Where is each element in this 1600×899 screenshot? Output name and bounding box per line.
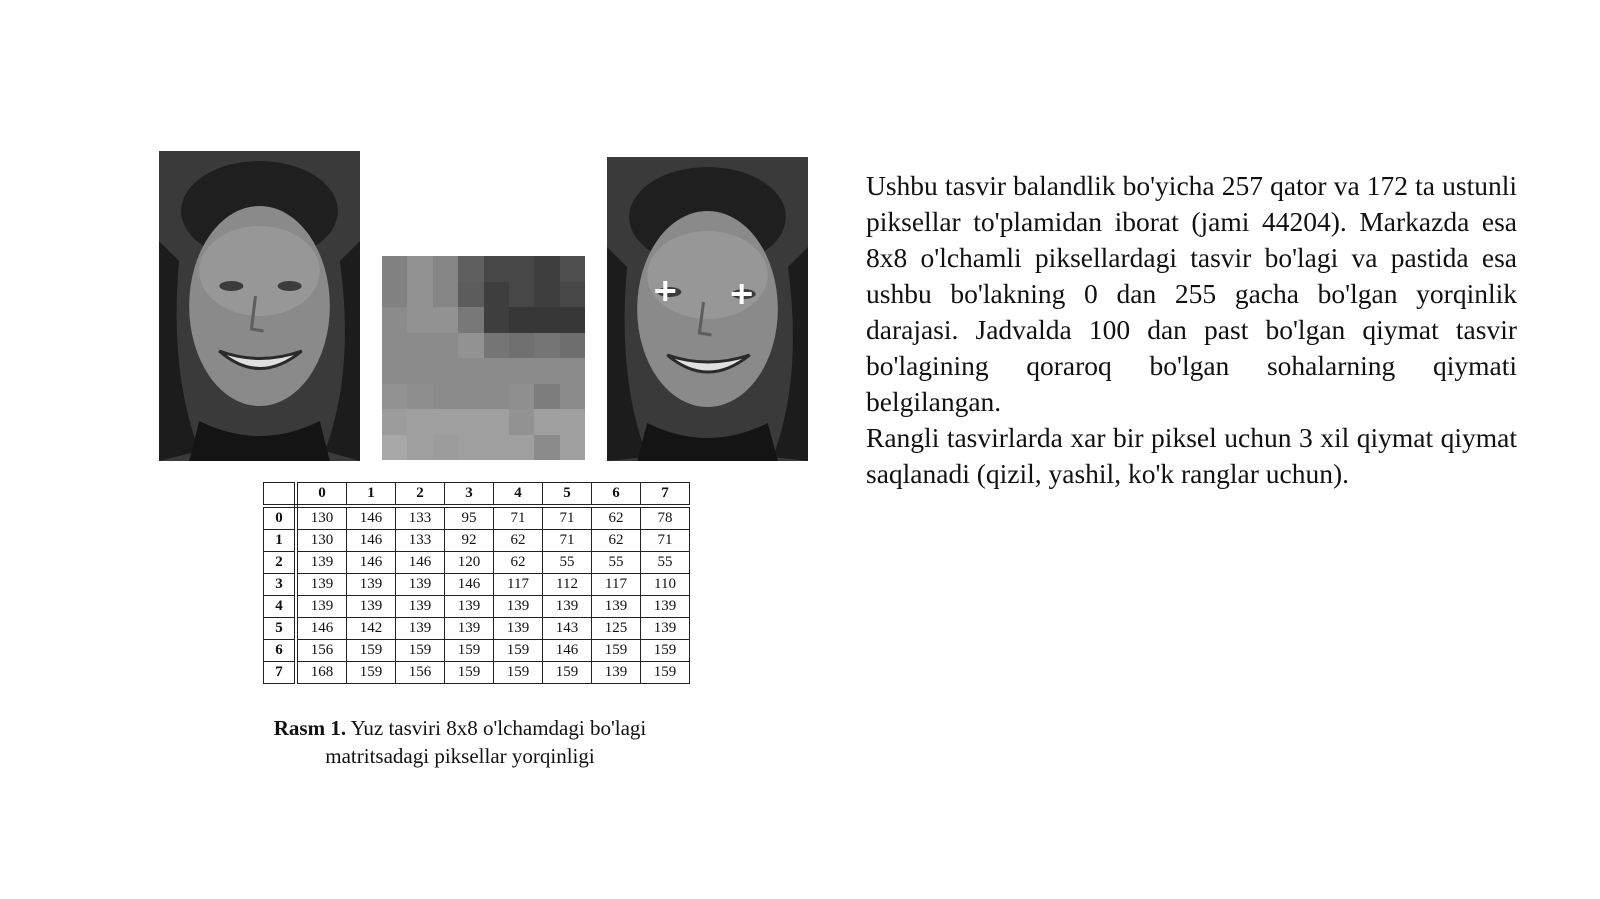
- table-cell: 55: [641, 552, 690, 574]
- pixel: [458, 333, 483, 359]
- pixel: [484, 435, 509, 461]
- table-cell: 159: [494, 662, 543, 684]
- table-cell: 139: [494, 596, 543, 618]
- table-cell: 143: [543, 618, 592, 640]
- table-cell: 139: [396, 596, 445, 618]
- pixel: [509, 282, 534, 308]
- table-row: [264, 574, 690, 596]
- table-cell: 62: [592, 506, 641, 530]
- pixel: [509, 333, 534, 359]
- row-header: 2: [264, 552, 297, 574]
- table-cell: 139: [445, 618, 494, 640]
- table-cell: 159: [641, 662, 690, 684]
- table-cell: 139: [641, 618, 690, 640]
- face-photo-marked: [607, 157, 808, 461]
- pixel: [534, 282, 559, 308]
- pixel: [484, 256, 509, 282]
- column-header: 5: [543, 483, 592, 507]
- pixel: [560, 333, 585, 359]
- pixel: [458, 409, 483, 435]
- table-cell: 139: [296, 552, 347, 574]
- table-cell: 146: [445, 574, 494, 596]
- table-cell: 139: [347, 596, 396, 618]
- table-cell: 159: [641, 640, 690, 662]
- pixel: [534, 358, 559, 384]
- table-cell: 117: [592, 574, 641, 596]
- column-header: 1: [347, 483, 396, 507]
- pixel: [458, 358, 483, 384]
- table-cell: 62: [494, 552, 543, 574]
- pixel: [560, 358, 585, 384]
- pixel: [458, 307, 483, 333]
- table-cell: 62: [592, 530, 641, 552]
- pixel: [560, 282, 585, 308]
- pixel: [484, 358, 509, 384]
- table-cell: 130: [296, 530, 347, 552]
- pixel: [534, 307, 559, 333]
- pixel: [433, 358, 458, 384]
- table-header-row: [264, 483, 690, 507]
- table-cell: 139: [396, 618, 445, 640]
- row-header: 7: [264, 662, 297, 684]
- table-cell: 71: [543, 506, 592, 530]
- face-photo-original: [159, 151, 360, 461]
- pixel: [433, 409, 458, 435]
- pixel: [458, 256, 483, 282]
- pixel-block-8x8: [382, 256, 585, 460]
- paragraph-2: Rangli tasvirlarda xar bir piksel uchun 3 xil qiymat qiymat saqlanadi (qizil, yashil, ko'k ranglar uchun).: [866, 422, 1517, 489]
- table-cell: 159: [494, 640, 543, 662]
- table-cell: 159: [347, 662, 396, 684]
- table-cell: 159: [592, 640, 641, 662]
- table-row: [264, 640, 690, 662]
- pixel: [458, 435, 483, 461]
- table-cell: 120: [445, 552, 494, 574]
- table-cell: 146: [347, 552, 396, 574]
- pixel: [484, 307, 509, 333]
- table-cell: 112: [543, 574, 592, 596]
- pixel: [433, 435, 458, 461]
- column-header: 3: [445, 483, 494, 507]
- table-cell: 130: [296, 506, 347, 530]
- table-cell: 159: [396, 640, 445, 662]
- table-cell: 139: [296, 596, 347, 618]
- pixel: [382, 282, 407, 308]
- pixel: [382, 333, 407, 359]
- row-header: 5: [264, 618, 297, 640]
- table-cell: 159: [347, 640, 396, 662]
- pixel: [382, 384, 407, 410]
- pixel: [458, 282, 483, 308]
- table-row: [264, 618, 690, 640]
- pixel: [560, 409, 585, 435]
- pixel: [509, 409, 534, 435]
- table-cell: 142: [347, 618, 396, 640]
- pixel: [407, 358, 432, 384]
- table-cell: 139: [641, 596, 690, 618]
- column-header: 4: [494, 483, 543, 507]
- table-row: [264, 530, 690, 552]
- table-corner-cell: [264, 483, 297, 507]
- row-header: 0: [264, 506, 297, 530]
- table-cell: 95: [445, 506, 494, 530]
- table-cell: 110: [641, 574, 690, 596]
- caption-label: Rasm 1.: [273, 716, 347, 740]
- pixel: [534, 384, 559, 410]
- pixel: [534, 435, 559, 461]
- table-cell: 71: [543, 530, 592, 552]
- column-header: 6: [592, 483, 641, 507]
- pixel: [382, 358, 407, 384]
- row-header: 4: [264, 596, 297, 618]
- pixel: [382, 409, 407, 435]
- brightness-table: [263, 482, 690, 684]
- pixel: [407, 384, 432, 410]
- pixel: [407, 333, 432, 359]
- table-cell: 139: [445, 596, 494, 618]
- table-cell: 139: [396, 574, 445, 596]
- pixel: [433, 333, 458, 359]
- pixel: [509, 256, 534, 282]
- pixel: [382, 435, 407, 461]
- paragraph-1: Ushbu tasvir balandlik bo'yicha 257 qator va 172 ta ustunli piksellar to'plamidan iborat (jami 44204). Markazda esa 8x8 o'lchamli piksellardagi tasvir bo'lagi va pastida esa ushbu bo'lakning 0 dan 255 gacha bo'lgan yorqinlik darajasi. Jadvalda 100 dan past bo'lgan qiymat tasvir bo'lagining qoraroq bo'lgan sohalarning qiymati belgilangan.: [866, 170, 1517, 417]
- table-cell: 55: [543, 552, 592, 574]
- table-cell: 92: [445, 530, 494, 552]
- table-cell: 146: [543, 640, 592, 662]
- body-text: [866, 168, 1517, 492]
- column-header: 0: [296, 483, 347, 507]
- pixel: [433, 256, 458, 282]
- table-cell: 71: [641, 530, 690, 552]
- table-cell: 146: [396, 552, 445, 574]
- table-cell: 139: [347, 574, 396, 596]
- pixel: [560, 256, 585, 282]
- table-cell: 125: [592, 618, 641, 640]
- pixel: [484, 409, 509, 435]
- table-cell: 139: [592, 662, 641, 684]
- pixel: [407, 409, 432, 435]
- pixel: [560, 307, 585, 333]
- table-cell: 168: [296, 662, 347, 684]
- caption-text: Yuz tasviri 8x8 o'lchamdagi bo'lagi matritsadagi piksellar yorqinligi: [325, 716, 647, 768]
- pixel: [382, 256, 407, 282]
- table-cell: 78: [641, 506, 690, 530]
- pixel: [509, 358, 534, 384]
- pixel: [433, 384, 458, 410]
- table-cell: 139: [592, 596, 641, 618]
- pixel: [560, 384, 585, 410]
- pixel: [484, 384, 509, 410]
- pixel: [407, 256, 432, 282]
- pixel: [509, 307, 534, 333]
- table-cell: 139: [296, 574, 347, 596]
- table-cell: 139: [543, 596, 592, 618]
- pixel: [534, 409, 559, 435]
- table-cell: 55: [592, 552, 641, 574]
- table-row: [264, 506, 690, 530]
- table-cell: 117: [494, 574, 543, 596]
- pixel: [458, 384, 483, 410]
- row-header: 3: [264, 574, 297, 596]
- table-body: [264, 506, 690, 684]
- pixel: [509, 384, 534, 410]
- table-cell: 156: [396, 662, 445, 684]
- table-cell: 156: [296, 640, 347, 662]
- table-cell: 159: [445, 640, 494, 662]
- table-row: [264, 552, 690, 574]
- row-header: 6: [264, 640, 297, 662]
- pixel: [534, 333, 559, 359]
- table-cell: 146: [347, 530, 396, 552]
- pixel: [484, 333, 509, 359]
- table-cell: 159: [543, 662, 592, 684]
- table-cell: 62: [494, 530, 543, 552]
- pixel: [433, 282, 458, 308]
- pixel: [382, 307, 407, 333]
- table-cell: 159: [445, 662, 494, 684]
- table-cell: 71: [494, 506, 543, 530]
- table-cell: 133: [396, 506, 445, 530]
- table-cell: 146: [296, 618, 347, 640]
- table-cell: 139: [494, 618, 543, 640]
- table-row: [264, 596, 690, 618]
- table-cell: 133: [396, 530, 445, 552]
- figure-caption: [230, 714, 690, 770]
- pixel: [534, 256, 559, 282]
- pixel: [509, 435, 534, 461]
- pixel: [407, 435, 432, 461]
- pixel: [433, 307, 458, 333]
- table-row: [264, 662, 690, 684]
- pixel: [407, 282, 432, 308]
- pixel: [407, 307, 432, 333]
- pixel: [560, 435, 585, 461]
- table-cell: 146: [347, 506, 396, 530]
- column-header: 7: [641, 483, 690, 507]
- row-header: 1: [264, 530, 297, 552]
- column-header: 2: [396, 483, 445, 507]
- pixel: [484, 282, 509, 308]
